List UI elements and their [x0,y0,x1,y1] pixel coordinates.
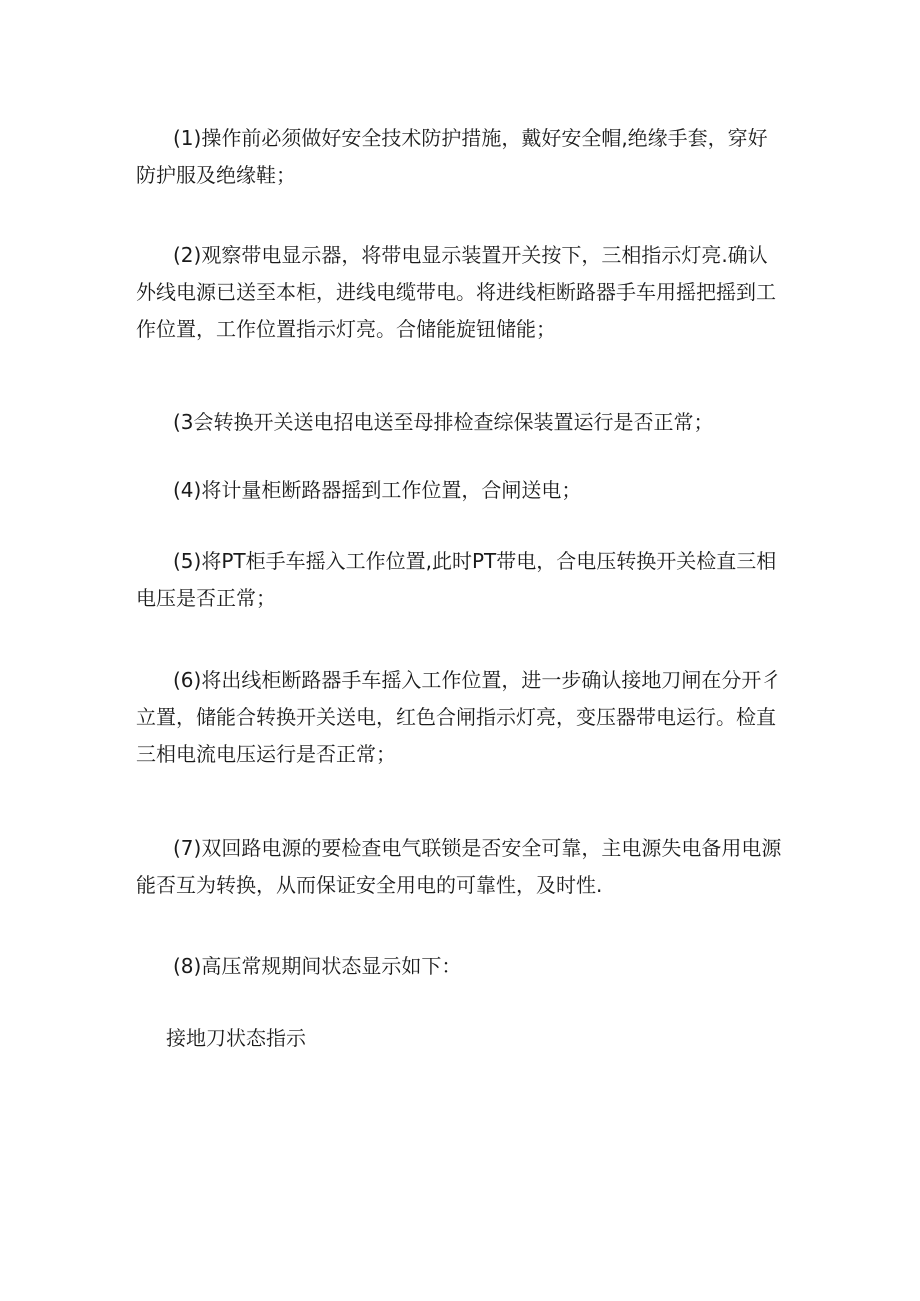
step-5-paragraph: (5)将PT柜手车摇入工作位置,此时PT带电，合电压转换开关检直三相电压是否正常； [136,549,777,610]
step-1-paragraph: (1)操作前必须做好安全技术防护措施，戴好安全帽,绝缘手套，穿好防护服及绝缘鞋； [136,126,768,187]
step-7-paragraph: (7)双回路电源的要检查电气联锁是否安全可靠，主电源失电备用电源能否互为转换，从而保证安全用电的可靠性，及时性. [136,836,782,897]
grounding-switch-status-label: 接地刀状态指示 [166,1026,306,1050]
step-2-paragraph: (2)观察带电显示器，将带电显示装置开关按下，三相指示灯亮.确认外线电源已送至本柜，进线电缆带电。将进线柜断路器手车用摇把摇到工作位置，工作位置指示灯亮。合储能旋钮储能； [136,243,776,341]
step-4-paragraph: (4)将计量柜断路器摇到工作位置，合闸送电； [173,478,582,502]
step-3-paragraph: (3会转换开关送电招电送至母排检查综保装置运行是否正常； [173,410,714,434]
step-6-paragraph: (6)将出线柜断路器手车摇入工作位置，进一步确认接地刀闸在分开彳立置，储能合转换开关送电，红色合闸指示灯亮，变压器带电运行。检直三相电流电压运行是否正常； [136,668,782,766]
step-8-paragraph: (8)高压常规期间状态显示如下： [173,954,462,978]
